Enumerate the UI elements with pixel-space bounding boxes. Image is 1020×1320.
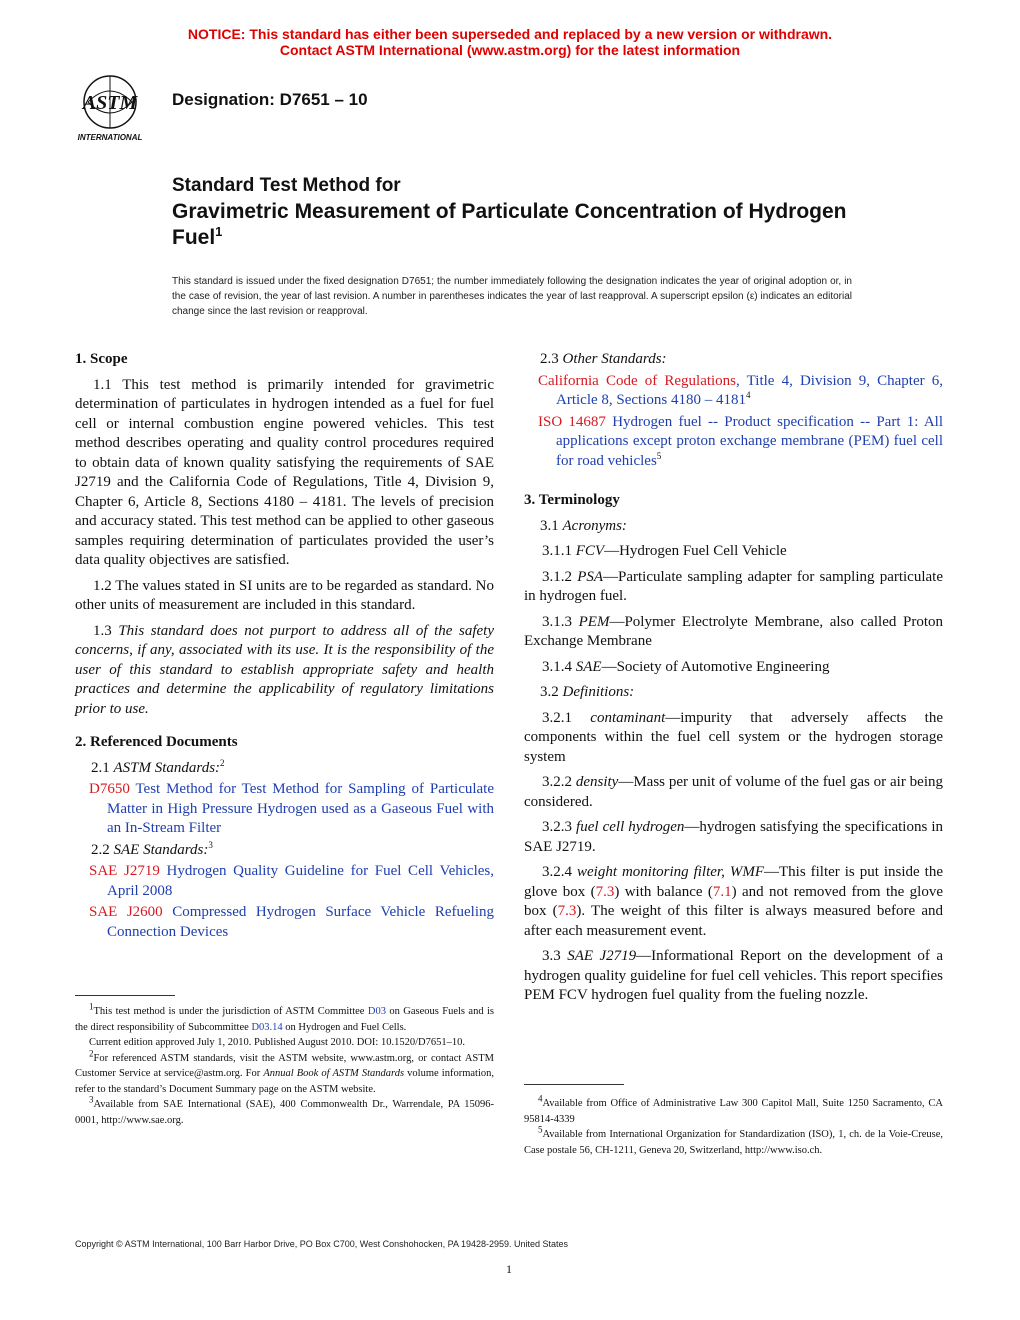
footnote-text: Available from International Organization for Standardization (ISO), 1, ch. de la Voie-Creuse, Case postale 56, CH-1211, Geneva 20, Switzerland, http://www.iso.ch. [524,1129,943,1156]
term-number: 3.1.2 [542,568,572,585]
ref-iso-title[interactable]: Hydrogen fuel -- Product specification -- Part 1: All applications except proton exchange membrane (PEM) fuel cell for road vehicles [556,413,944,469]
astm-logo [70,72,170,144]
term-definition: —Mass per unit of volume of the fuel gas or air being considered. [524,774,944,810]
ref-sae-j2600-title[interactable]: Compressed Hydrogen Surface Vehicle Refueling Connection Devices [107,904,494,940]
logo-subtext: INTERNATIONAL [77,133,143,142]
footnotes-left [75,1001,494,1128]
right-column [524,350,943,1012]
term-number: 3.1.3 [542,613,572,630]
footnote-mark: 4 [538,1093,543,1104]
term-name: fuel cell hydrogen [576,819,685,835]
section-2-3 [540,350,943,370]
section-number: 2.2 [91,841,110,858]
ref-ccr-title[interactable]: , Title 4, Division 9, Chapter 6, Article 8, Sections 4180 – 4181 [556,372,943,408]
term-pem [524,613,943,652]
term-name: density [575,774,619,790]
term-fcv [524,542,943,562]
left-column [75,350,494,944]
term-definition: ) and not removed from the glove box ( [524,883,943,919]
term-number: 3.3 [542,948,561,964]
section-link[interactable]: 7.3 [557,903,577,919]
section-label: Definitions: [562,684,635,700]
footnote-1 [75,1001,494,1035]
footnote-text: on Hydrogen and Fuel Cells. [282,1021,407,1033]
term-number: 3.2.3 [542,819,572,835]
term-definition: ) with balance ( [614,883,713,900]
footnote-text: Available from SAE International (SAE), 400 Commonwealth Dr., Warrendale, PA 15096-0001, http://www.sae.org. [75,1099,494,1126]
footnote-text: For referenced ASTM standards, visit the ASTM website, www.astm.org, or contact ASTM Customer Service at service@astm.org. For [75,1052,494,1079]
footnote-2 [75,1048,494,1098]
term-fuel-cell-hydrogen [524,818,943,857]
title-footnote-mark[interactable]: 1 [215,224,223,239]
notice-line-1: NOTICE: This standard has either been superseded and replaced by a new version or withdrawn. [187,26,833,42]
section-label: ASTM Standards: [113,759,221,776]
footnote-text: volume information, refer to the standard’s Document Summary page on the ASTM website. [75,1068,494,1095]
document-title [172,199,872,251]
term-wmf [524,863,943,941]
section-1-2: 1.2 The values stated in SI units are to be regarded as standard. No other units of measurement are included in this standard. [75,577,494,613]
subcommittee-link[interactable]: D03.14 [251,1021,283,1033]
footnote-mark[interactable]: 3 [208,839,213,850]
ref-sae-j2600 [91,903,494,942]
copyright-footer: Copyright © ASTM International, 100 Barr Harbor Drive, PO Box C700, West Conshohocken, PA 19428-2959. United States [75,1239,569,1249]
term-definition: —Polymer Electrolyte Membrane, also called Proton Exchange Membrane [524,613,943,649]
ref-iso-link[interactable]: ISO 14687 [538,413,606,430]
footnote-mark: 2 [89,1048,94,1058]
section-link[interactable]: 7.3 [595,883,615,900]
section-3-1 [540,517,943,537]
title-line-1: Standard Test Method for [172,175,401,196]
section-3-heading: 3. Terminology [524,492,620,508]
section-label: Acronyms: [562,517,627,534]
section-number: 1.3 [93,622,112,639]
footnote-text: on Gaseous Fuels and is the direct responsibility of Subcommittee [75,1006,494,1033]
term-name: contaminant [590,709,666,726]
footnote-mark: 1 [89,1001,94,1012]
ref-d7650 [91,780,494,839]
ref-iso-14687 [540,413,943,472]
footnote-mark: 3 [89,1094,94,1105]
term-definition: —Society of Automotive Engineering [601,658,830,675]
footnote-3 [75,1094,494,1128]
footnote-italic: Annual Book of ASTM Standards [263,1068,405,1079]
term-sae [524,658,943,678]
section-number: 2.3 [540,351,559,367]
term-definition: —Hydrogen Fuel Cell Vehicle [604,543,787,559]
section-1-1: 1.1 This test method is primarily intended for gravimetric determination of particulates in hydrogen intended as a fuel for fuel cell or internal combustion engine powered vehicles. This test method describes operating and quality control procedures required to obtain data of known quality satisfying the requirements of SAE J2719 and the California Code of Regulations, Title 4, Division 9, Chapter 6, Article 8, Sections 4180 – 4181. The levels of precision and accuracy stated. This test method can be applied to other gaseous samples requiring determination of particulates provided the user’s data quality objectives are satisfied. [75,376,494,568]
footnote-mark: 5 [538,1124,543,1135]
page-number: 1 [506,1262,512,1276]
logo-text: ASTM [82,92,138,114]
term-name: PEM [578,613,610,630]
section-2-heading: 2. Referenced Documents [75,734,238,750]
footnote-mark[interactable]: 2 [220,757,225,768]
ref-sae-j2719 [91,862,494,901]
term-number: 3.2.4 [542,864,572,880]
section-2-2 [91,841,494,861]
ref-sae-j2600-link[interactable]: SAE J2600 [89,904,163,920]
term-number: 3.2.2 [542,774,572,790]
term-definition: ). The weight of this filter is always measured before and after each measurement event. [524,903,943,939]
term-name: PSA [577,568,604,585]
issuance-note: This standard is issued under the fixed designation D7651; the number immediately following the designation indicates the year of original adoption or, in the case of revision, the year of last revision. A number in parentheses indicates the year of last reapproval. A superscript epsilon (ε) indicates an editorial change since the last revision or reapproval. [172,276,852,317]
term-definition: —hydrogen satisfying the specifications in SAE J2719. [524,819,943,855]
term-definition: —This filter is put inside the glove box ( [524,864,943,900]
footnote-5 [524,1124,943,1158]
section-1-3 [75,622,494,720]
section-1-heading: 1. Scope [75,351,128,367]
term-name: SAE J2719 [567,948,637,964]
footnote-mark[interactable]: 5 [656,450,662,461]
term-number: 3.2.1 [542,709,572,726]
term-name: FCV [575,543,605,559]
footnote-rule-left [75,995,175,996]
term-definition: —impurity that adversely affects the components within the fuel cell system or the hydrogen storage system [524,709,944,765]
ref-california-code [540,372,943,411]
term-name: SAE [575,658,602,675]
committee-link[interactable]: D03 [367,1006,386,1017]
section-2-1 [91,759,494,779]
section-3-2 [540,683,943,703]
footnote-rule-right [524,1084,624,1085]
ref-sae-j2719-title[interactable]: Hydrogen Quality Guideline for Fuel Cell Vehicles, April 2008 [107,863,495,899]
footnote-4 [524,1093,943,1127]
term-contaminant [524,709,943,768]
footnote-text: Available from Office of Administrative Law 300 Capitol Mall, Suite 1250 Sacramento, CA 95814-4339 [524,1098,943,1125]
ref-d7650-link[interactable]: D7650 [89,781,130,797]
section-link[interactable]: 7.1 [712,883,732,900]
footnotes-right [524,1093,943,1158]
title-line-2: Gravimetric Measurement of Particulate Concentration of Hydrogen Fuel [172,200,847,249]
section-label: SAE Standards: [113,841,209,858]
section-number: 3.2 [540,684,559,700]
term-sae-j2719 [524,947,943,1006]
section-label: Other Standards: [562,351,667,367]
notice-line-2: Contact ASTM International (www.astm.org) for the latest information [279,42,741,58]
footnote-mark[interactable]: 4 [745,390,751,400]
ref-d7650-title[interactable]: Test Method for Test Method for Sampling of Particulate Matter in High Pressure Hydrogen used as a Gaseous Fuel with an In-Stream Filter [107,781,494,836]
section-number: 3.1 [540,517,559,534]
term-definition: —Particulate sampling adapter for sampling particulate in hydrogen fuel. [524,568,943,604]
term-density [524,773,943,812]
ref-sae-j2719-link[interactable]: SAE J2719 [89,863,160,879]
footnote-text: This test method is under the jurisdiction of ASTM Committee [93,1006,368,1017]
term-psa [524,568,943,607]
term-name: weight monitoring filter, WMF [576,864,764,880]
section-number: 2.1 [91,759,110,776]
term-definition: —Informational Report on the development of a hydrogen quality guideline for fuel cell vehicles. This report specifies PEM FCV hydrogen fuel quality from the fueling nozzle. [524,948,944,1003]
safety-statement: This standard does not purport to address all of the safety concerns, if any, associated with its use. It is the responsibility of the user of this standard to establish appropriate safety and health practices and determine the applicability of regulatory limitations prior to use. [75,622,495,717]
term-number: 3.1.1 [542,543,572,559]
designation: Designation: D7651 – 10 [172,90,368,109]
footnote-1-edition: Current edition approved July 1, 2010. Published August 2010. DOI: 10.1520/D7651–10. [89,1037,465,1048]
term-number: 3.1.4 [542,658,572,675]
ref-ccr-link[interactable]: California Code of Regulations [538,372,737,389]
